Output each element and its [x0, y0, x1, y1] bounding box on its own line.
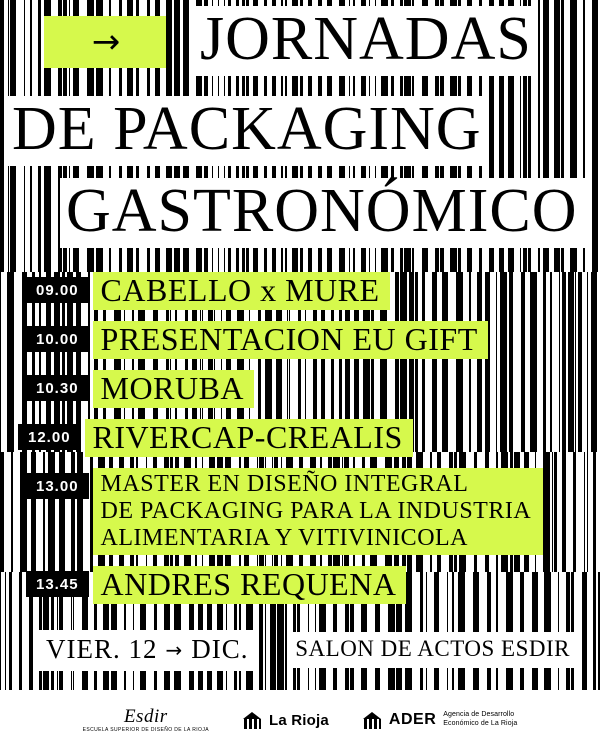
- schedule-row: [26, 468, 600, 556]
- logo-la-rioja-label: La Rioja: [268, 711, 329, 729]
- schedule-title-line: DE PACKAGING PARA LA INDUSTRIA: [101, 498, 536, 525]
- logo-esdir-name: Esdir: [123, 706, 168, 727]
- arrow-glyph: →: [91, 22, 119, 62]
- poster-title-block: [0, 0, 600, 255]
- date-suffix: DIC.: [191, 634, 249, 664]
- logo-ader-label: ADER: [388, 711, 437, 728]
- logo-esdir: [83, 707, 209, 733]
- schedule-title: CABELLO x MURE: [93, 272, 390, 310]
- schedule-time: 10.30: [26, 375, 89, 401]
- logo-ader-sub-1: Agencia de Desarrollo: [443, 711, 515, 719]
- schedule-title: ANDRES REQUENA: [93, 566, 407, 604]
- arrow-right-icon: [44, 16, 166, 68]
- date-prefix: VIER. 12: [46, 634, 158, 664]
- schedule-list: [0, 272, 600, 615]
- schedule-row: [26, 566, 600, 604]
- schedule-row: [26, 321, 600, 359]
- event-date: [36, 630, 259, 671]
- schedule-title-line: ALIMENTARIA Y VITIVINICOLA: [101, 525, 472, 552]
- schedule-title: MORUBA: [93, 370, 254, 408]
- schedule-time: 13.00: [26, 473, 89, 499]
- schedule-time: 13.45: [26, 571, 89, 597]
- schedule-title: RIVERCAP-CREALIS: [85, 419, 413, 457]
- schedule-time: 09.00: [26, 277, 89, 303]
- event-venue: SALON DE ACTOS ESDIR: [287, 632, 578, 668]
- government-building-icon: [363, 712, 382, 729]
- title-line-1: JORNADAS: [196, 6, 538, 76]
- schedule-row: [18, 419, 600, 457]
- sponsor-logos: [0, 690, 600, 750]
- logo-ader: [363, 711, 517, 729]
- logo-esdir-sub: ESCUELA SUPERIOR DE DISEÑO DE LA RIOJA: [82, 727, 209, 733]
- schedule-time: 10.00: [26, 326, 89, 352]
- schedule-row: [26, 272, 600, 310]
- schedule-title-line: MASTER EN DISEÑO INTEGRAL: [101, 471, 473, 498]
- title-line-3: GASTRONÓMICO: [60, 178, 585, 248]
- logo-ader-sub-2: Económico de La Rioja: [443, 720, 518, 727]
- schedule-row: [26, 370, 600, 408]
- logo-la-rioja: [243, 712, 329, 729]
- title-line-2: DE PACKAGING: [6, 96, 488, 166]
- government-building-icon: [243, 712, 262, 729]
- arrow-right-icon: →: [165, 637, 184, 662]
- schedule-title: PRESENTACION EU GIFT: [93, 321, 488, 359]
- poster-footer: [0, 630, 600, 672]
- schedule-title: [93, 468, 544, 556]
- schedule-time: 12.00: [18, 424, 81, 450]
